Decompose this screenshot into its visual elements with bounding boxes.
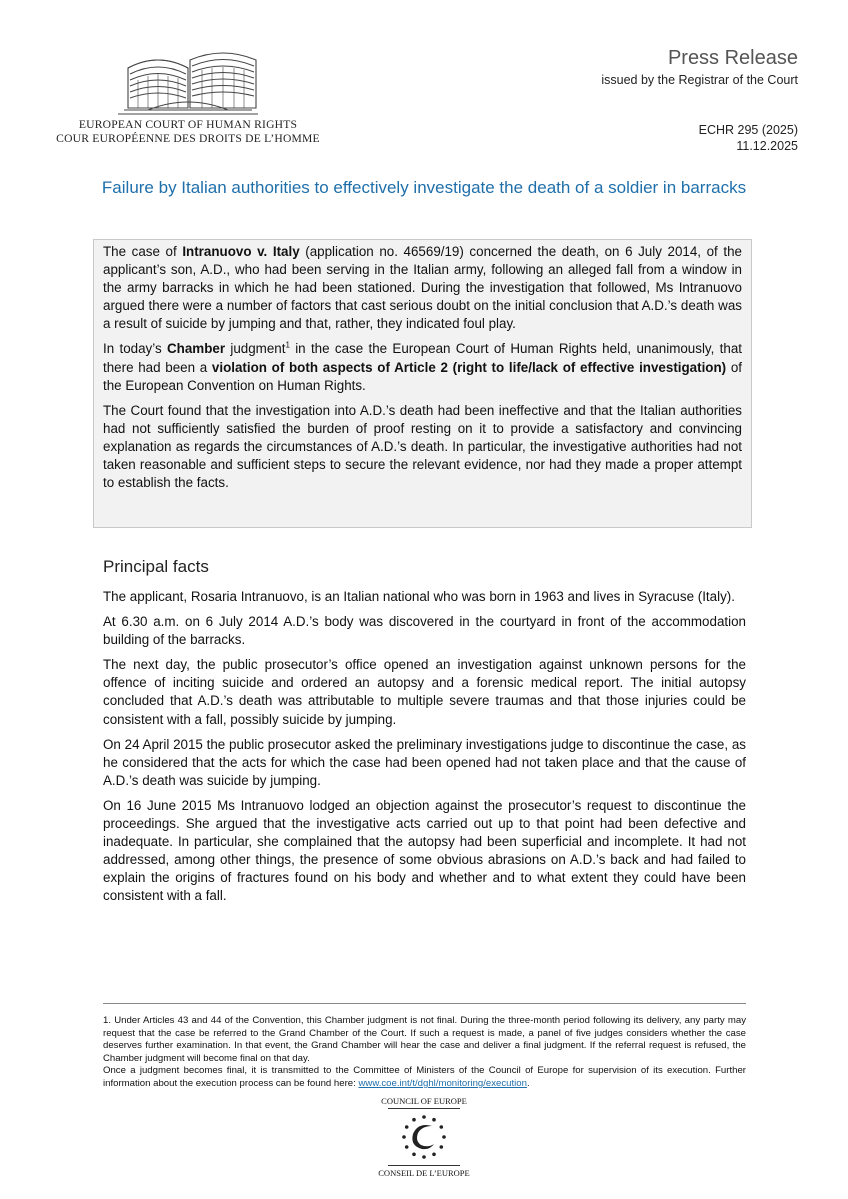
summary-box [93,239,752,528]
footnote-text: 1. Under Articles 43 and 44 of the Convention, this Chamber judgment is not final. During the three-month period following its delivery, any party may request that the case be referred to the Grand Chamber of the Court. If such a request is made, a panel of five judges considers whether the case deserves further examination. In that event, the Grand Chamber will hear the case and deliver a final judgment. If the referral request is refused, the Chamber judgment will become final on that day. [103,1015,746,1064]
footnote-text: Once a judgment becomes final, it is transmitted to the Committee of Ministers of the Council of Europe for supervision of its execution. Further information about the execution process can be found here: www.coe.int/t/dghl/monitoring/execution. [103,1065,746,1089]
summary-paragraph: In today’s Chamber judgment$^1$ in the case the European Court of Human Rights held, unanimously, that there had been a violation of both aspects of Article 2 (right to life/lack of effective investigation) of the European Convention on Human Rights. [103,341,742,393]
council-of-europe-emblem-icon [388,1108,460,1166]
press-release-header [601,46,798,87]
body-paragraph: On 24 April 2015 the public prosecutor asked the preliminary investigations judge to discontinue the case, as he considered that the acts for which the case had been opened had not taken place and that the cause of A.D.’s death was suicide by jumping. [103,736,746,788]
press-title: Press Release [667,47,798,69]
body-paragraph: On 16 June 2015 Ms Intranuovo lodged an objection against the prosecutor’s request to discontinue the proceedings. She argued that the investigative acts carried out up to that point had been defective and inadequate. In particular, she complained that the autopsy had been superficial and incomplete. It had not addressed, among other things, the presence of some obvious abrasions on A.D.’s back and had failed to explain the origins of fractures found on his body and whether and to what extent they could have been consistent with a fall. [103,797,746,904]
body-paragraph: At 6.30 a.m. on 6 July 2014 A.D.’s body was discovered in the courtyard in front of the accommodation building of the barracks. [103,614,746,648]
reference-date: 11.12.2025 [736,139,798,153]
case-name: Intranuovo v. Italy [182,244,300,259]
section-body [103,588,746,913]
footnote-divider [103,1003,746,1004]
section-heading: Principal facts [103,557,209,576]
footnote [103,1015,746,1091]
execution-link[interactable]: www.coe.int/t/dghl/monitoring/execution [358,1077,527,1089]
press-subtitle: issued by the Registrar of the Court [601,73,798,87]
reference-block [699,122,798,154]
footnote-ref[interactable]: 1 [285,341,290,350]
summary-paragraph: The case of Intranuovo v. Italy (application no. 46569/19) concerned the death, on 6 July 2014, of the applicant’s son, A.D., who had been serving in the Italian army, following an alleged fall from a window in the army barracks in which he had been stationed. During the investigation that followed, Ms Intranuovo argued there were a number of factors that cast serious doubt on the initial conclusion that A.D.’s death was a result of suicide by jumping and that, rather, they indicated foul play. [103,244,742,332]
court-logo [54,50,322,146]
summary-paragraph: The Court found that the investigation into A.D.’s death had been ineffective and that the Italian authorities had not sufficiently satisfied the burden of proof resting on it to provide a satisfactory and convincing explanation as regards the circumstances of A.D.’s death. In particular, the investigative authorities had not taken reasonable and sufficient steps to secure the relevant evidence, nor had they made a proper attempt to establish the facts. [103,402,742,491]
violation-text: violation of both aspects of Article 2 (right to life/lack of effective investigation) [211,359,727,375]
page-title: Failure by Italian authorities to effectively investigate the death of a soldier in barracks [101,178,747,197]
court-building-icon [88,50,288,118]
council-of-europe-logo [369,1096,479,1178]
reference-number: ECHR 295 (2025) [698,123,798,137]
body-paragraph: The next day, the public prosecutor’s office opened an investigation against unknown persons for the offence of inciting suicide and ordered an autopsy and a forensic medical report. The initial autopsy concluded that A.D.’s death was attributable to multiple severe traumas and that those injuries could be consistent with a fall, possibly suicide by jumping. [103,657,746,727]
coe-name-en: COUNCIL OF EUROPE [381,1096,467,1106]
body-paragraph: The applicant, Rosaria Intranuovo, is an Italian national who was born in 1963 and lives in Syracuse (Italy). [103,589,735,604]
court-name-fr: COUR EUROPÉENNE DES DROITS DE L’HOMME [56,132,320,145]
court-name-en: EUROPEAN COURT OF HUMAN RIGHTS [78,118,298,131]
coe-name-fr: CONSEIL DE L’EUROPE [378,1168,470,1178]
